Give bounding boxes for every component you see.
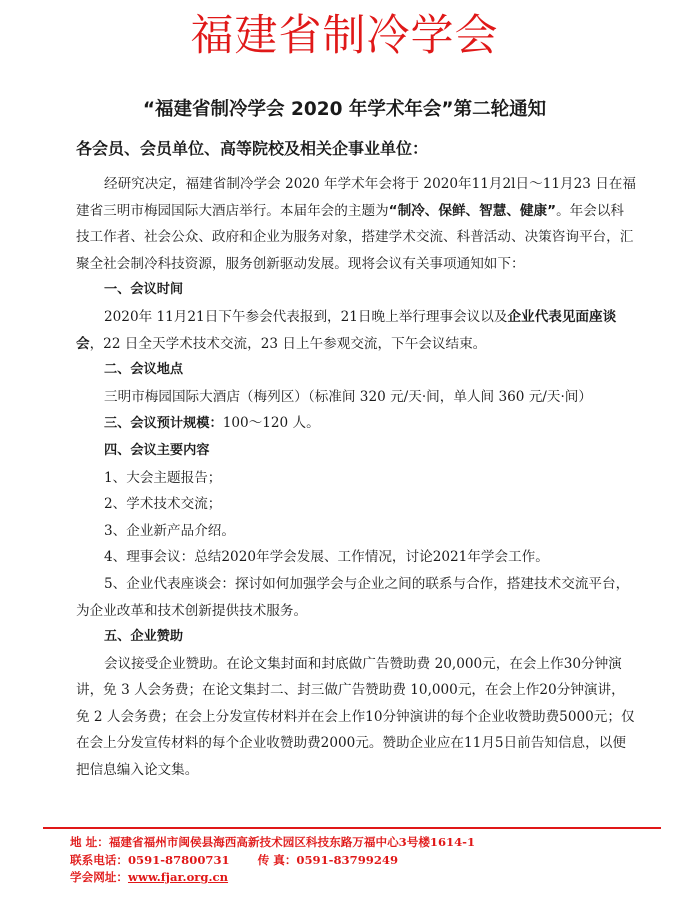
content-item-5: 5、企业代表座谈会：探讨如何加强学会与企业之间的联系与合作，搭建技术交流平台，为企业改革和技术创新提供技术服务。 [76,575,630,619]
content-item-4: 4、理事会议：总结2020年学会发展、工作情况，讨论2021年学会工作。 [104,549,549,566]
section-time-heading: 一、会议时间 [104,282,184,298]
time-bold-text: 企业代表见面座谈会 [76,308,617,352]
section-venue-text: 三明市梅园国际大酒店（梅列区）（标准间 320 元/天·间，单人间 360 元/天·间） [104,388,592,405]
section-time-text [76,304,636,357]
footer-website-label: 学会网址： [70,870,128,884]
time-text-1: 2020年 11月21日下午参会代表报到，21日晚上举行理事会议以及 [104,308,508,325]
footer-phone-fax [70,852,670,870]
section-scale [76,410,636,438]
section-sponsor-text: 会议接受企业赞助。在论文集封面和封底做广告赞助费 20,000元，在会上作30分钟演讲，免 3 人会务费；在论文集封二、封三做广告赞助费 10,000元，在会上作20分钟演讲，免 2 人会务费；在会上分发宣传材料并在会上作10分钟演讲的每个企业收赞助费5000元；仅在会上分发宣传材料的每个企业收赞助费2000元。赞助企业应在11月5日前告知信息，以便把信息编入论文集。 [76,655,635,779]
notice-body [76,171,636,784]
letterhead-title: 福建省制冷学会 [190,11,499,61]
footer-phone: 联系电话：0591-87800731 [70,852,230,867]
salutation: 各会员、会员单位、高等院校及相关企事业单位： [76,139,429,158]
section-scale-heading: 三、会议预计规模： [104,416,223,432]
footer-fax: 传 真：0591-83799249 [257,852,399,867]
time-text-2: ，22 日全天学术技术交流，23 日上午参观交流，下午会议结束。 [89,335,487,352]
footer-website-row [70,869,670,887]
section-venue-heading: 二、会议地点 [104,362,184,378]
intro-text-1: 经研究决定，福建省制冷学会 2020 年学术年会将于 2020年11月2l日～11月23 日在福建省三明市梅园国际大酒店举行。本届年会的主题为 [76,176,636,219]
section-sponsor-heading: 五、企业赞助 [104,629,184,645]
intro-text-2: 。年会以科技工作者、社会公众、政府和企业为服务对象，搭建学术交流、科普活动、决策咨询平台，汇聚全社会制冷科技资源，服务创新驱动发展。现将会议有关事项通知如下： [76,202,634,272]
footer-contact [70,834,670,887]
content-item-3: 3、企业新产品介绍。 [104,522,235,539]
intro-paragraph [76,171,636,277]
content-item-1: 1、大会主题报告； [104,469,222,486]
document-title: “福建省制冷学会 2020 年学术年会”第二轮通知 [142,99,547,120]
section-scale-text: 100～120 人。 [222,415,320,432]
footer-address: 地 址：福建省福州市闽侯县海西高新技术园区科技东路万福中心3号楼1614-1 [70,835,476,849]
footer-website-link[interactable]: www.fjar.org.cn [127,870,229,884]
intro-theme: “制冷、保鲜、智慧、健康” [388,202,557,219]
footer-divider [43,827,661,829]
content-item-2: 2、学术技术交流； [104,496,222,513]
section-content-heading: 四、会议主要内容 [104,442,210,458]
